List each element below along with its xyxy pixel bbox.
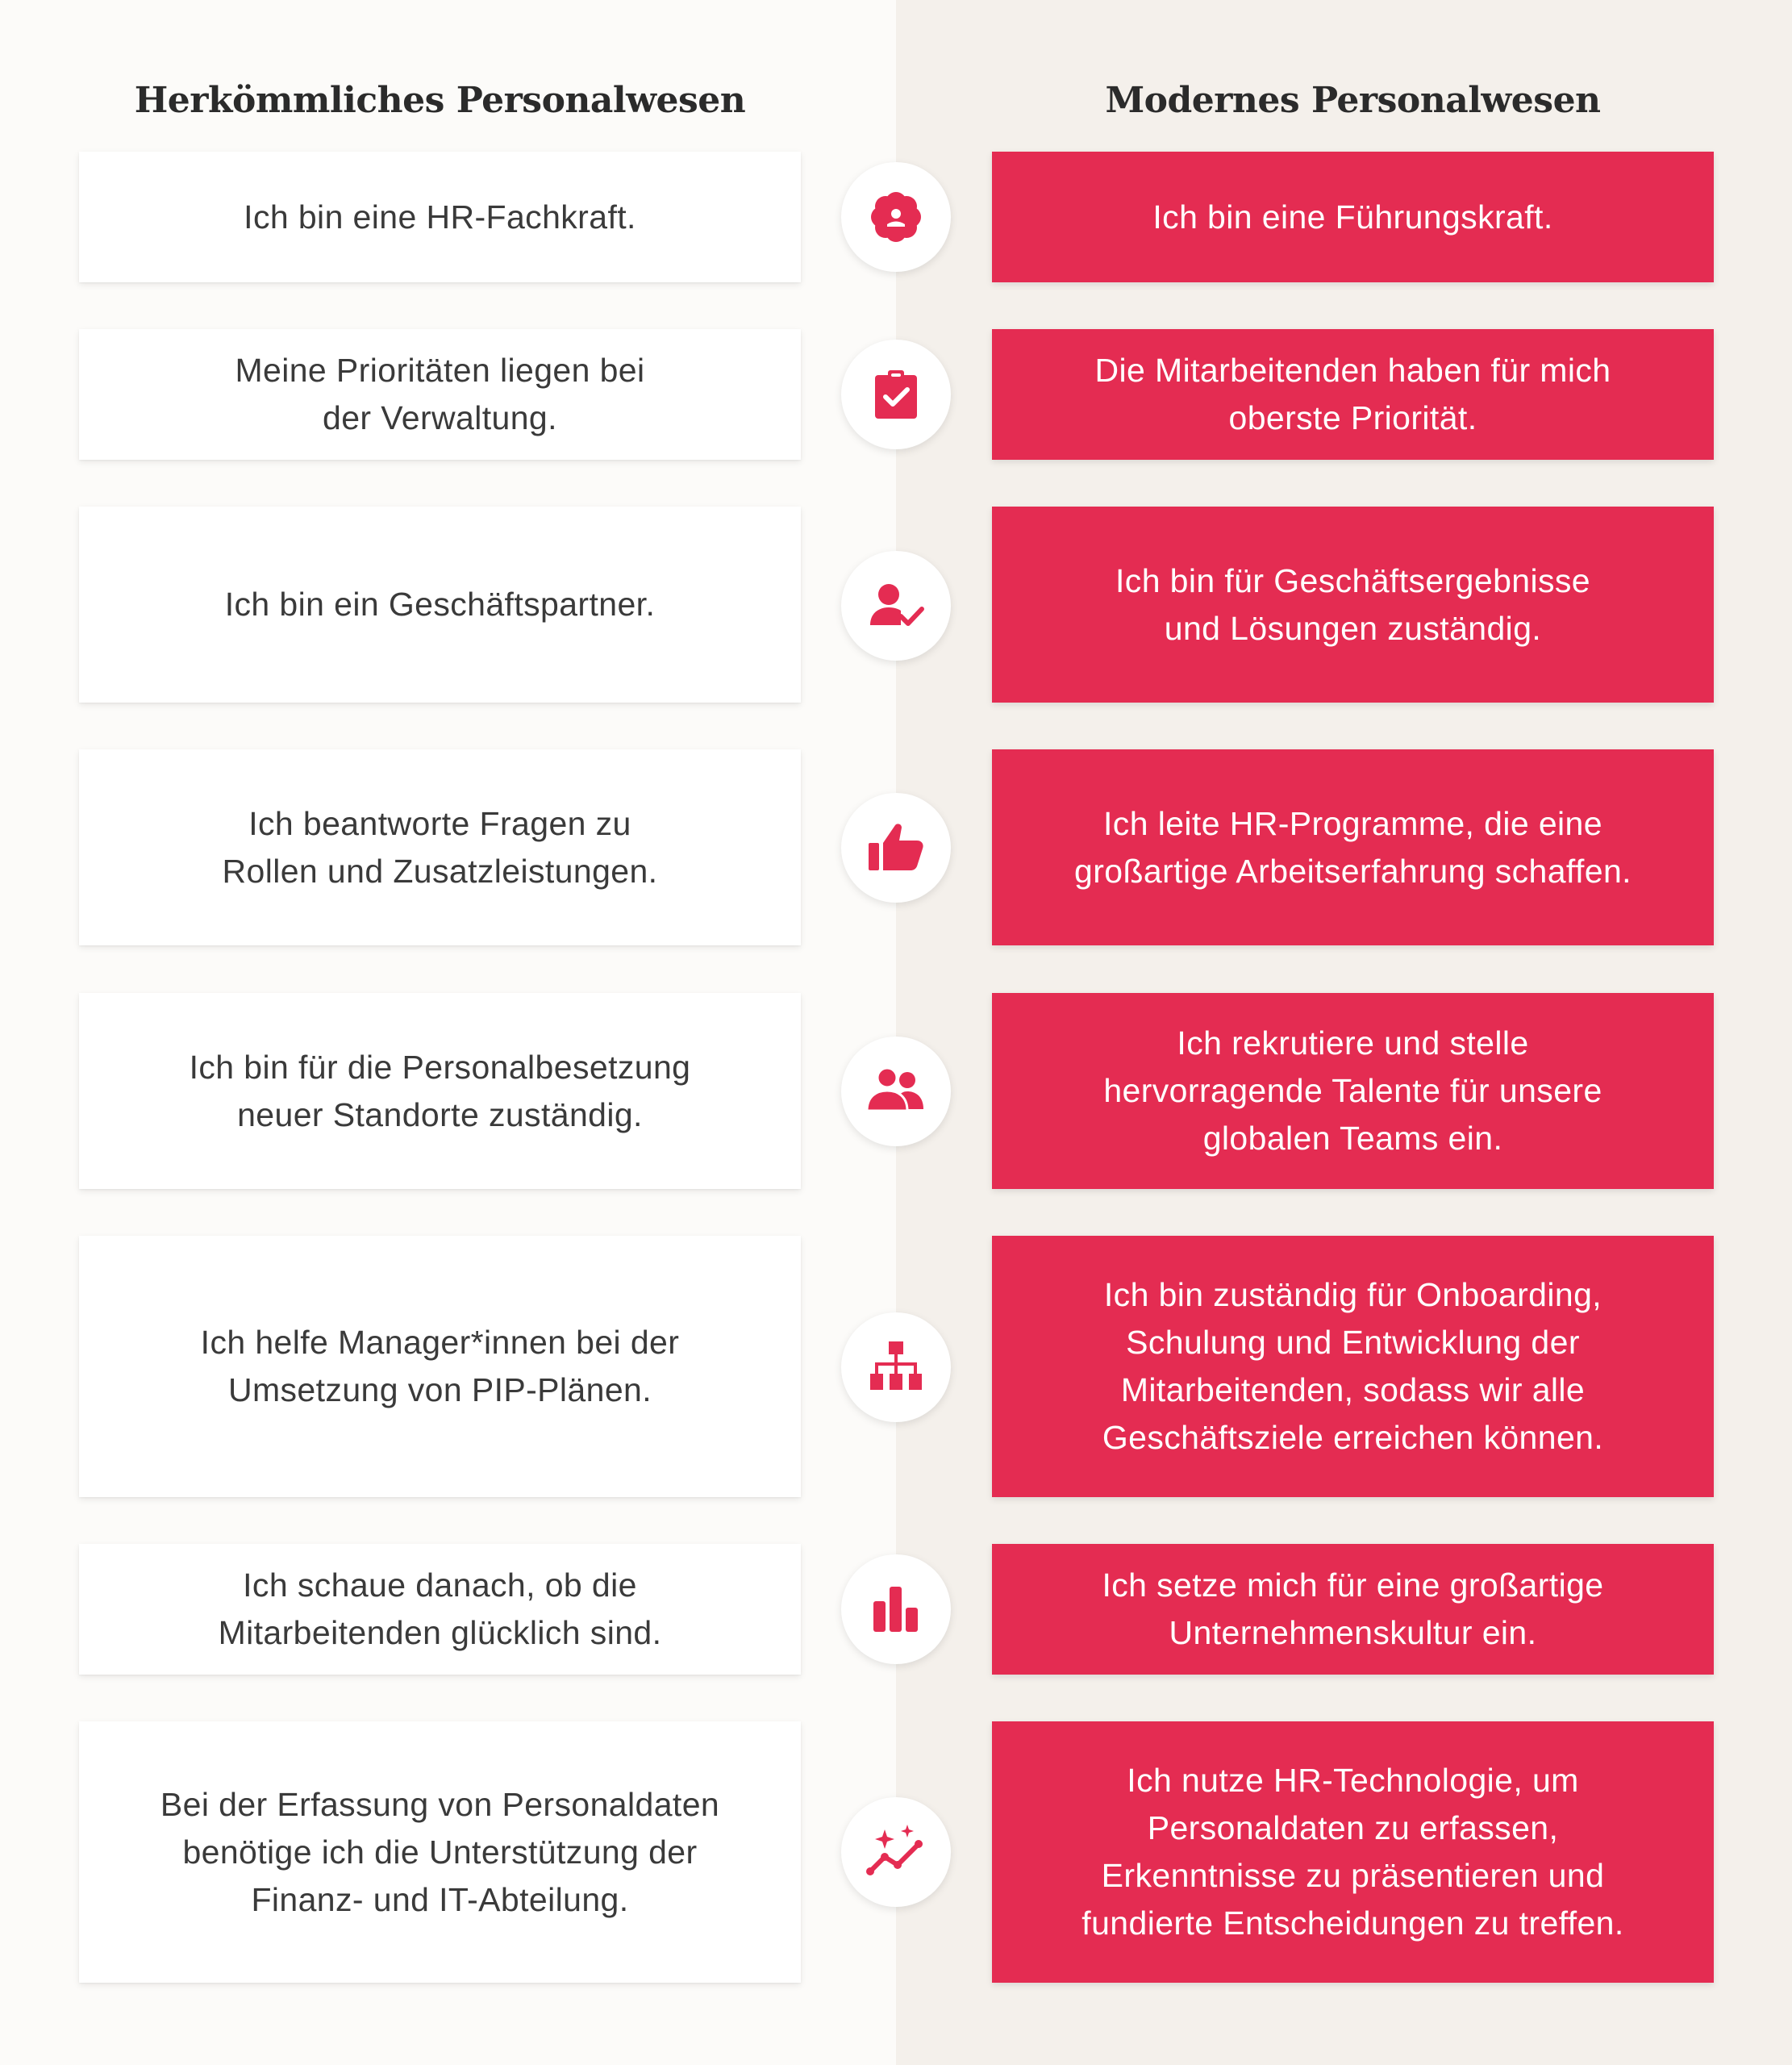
org-chart-icon [841,1312,951,1422]
traditional-hr-card: Bei der Erfassung von Personaldaten benötige ich die Unterstützung der Finanz- und IT-Abteilung. [79,1721,801,1983]
traditional-hr-card: Ich helfe Manager*innen bei der Umsetzung von PIP-Plänen. [79,1236,801,1497]
traditional-hr-card: Ich bin eine HR-Fachkraft. [79,152,801,282]
left-column-title: Herkömmliches Personalwesen [134,80,746,121]
traditional-hr-card: Ich schaue danach, ob die Mitarbeitenden glücklich sind. [79,1544,801,1675]
bar-chart-icon [841,1554,951,1664]
traditional-hr-card: Meine Prioritäten liegen bei der Verwaltung. [79,329,801,460]
user-check-icon [841,551,951,661]
thumbs-up-icon [841,793,951,903]
flower-icon [841,162,951,272]
modern-hr-card: Die Mitarbeitenden haben für mich oberste Priorität. [992,329,1714,460]
modern-hr-card: Ich rekrutiere und stelle hervorragende Talente für unsere globalen Teams ein. [992,993,1714,1189]
modern-hr-card: Ich leite HR-Programme, die eine großartige Arbeitserfahrung schaffen. [992,749,1714,945]
modern-hr-card: Ich bin für Geschäftsergebnisse und Lösungen zuständig. [992,507,1714,703]
traditional-hr-card: Ich bin ein Geschäftspartner. [79,507,801,703]
modern-hr-card: Ich bin zuständig für Onboarding, Schulung und Entwicklung der Mitarbeitenden, sodass wir alle Geschäftsziele erreichen können. [992,1236,1714,1497]
right-column-title: Modernes Personalwesen [1105,80,1601,121]
trend-sparkle-icon [841,1797,951,1907]
modern-hr-card: Ich bin eine Führungskraft. [992,152,1714,282]
traditional-hr-card: Ich bin für die Personalbesetzung neuer Standorte zuständig. [79,993,801,1189]
modern-hr-card: Ich nutze HR-Technologie, um Personaldaten zu erfassen, Erkenntnisse zu präsentieren und fundierte Entscheidungen zu treffen. [992,1721,1714,1983]
clipboard-check-icon [841,340,951,449]
modern-hr-card: Ich setze mich für eine großartige Unternehmenskultur ein. [992,1544,1714,1675]
traditional-hr-card: Ich beantworte Fragen zu Rollen und Zusatzleistungen. [79,749,801,945]
people-icon [841,1037,951,1146]
